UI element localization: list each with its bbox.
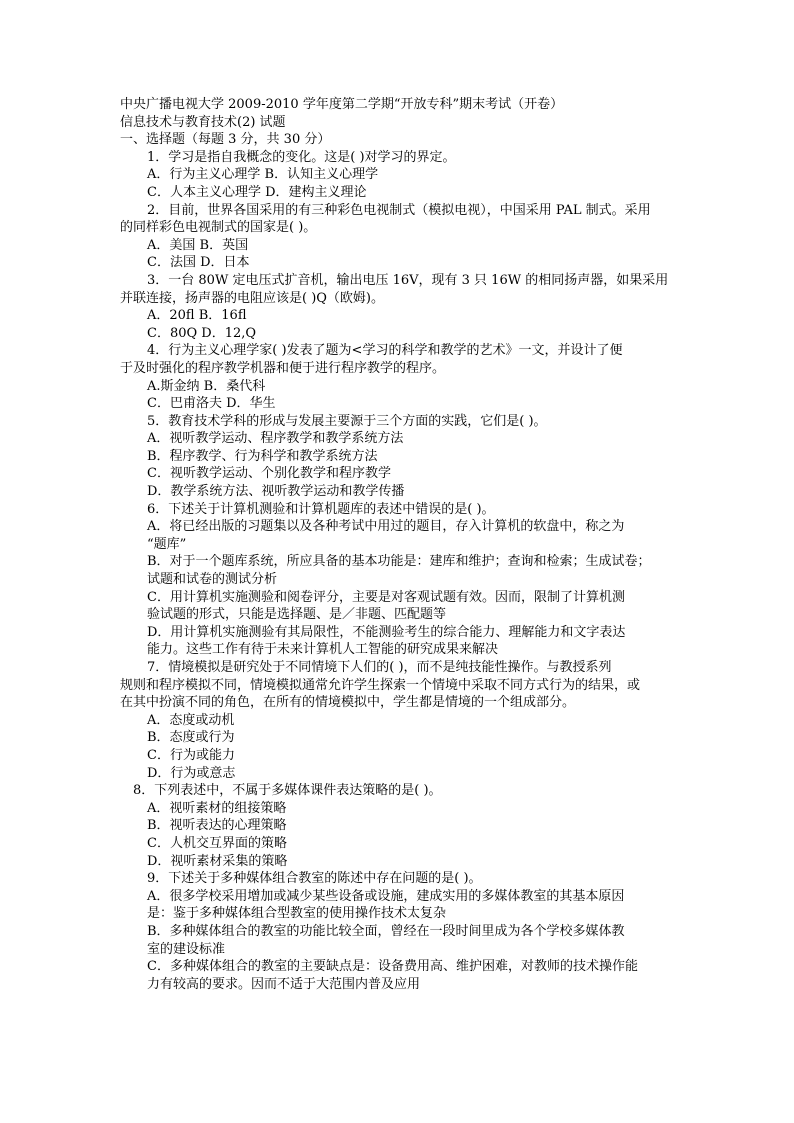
question-7-stem: 在其中扮演不同的角色，在所有的情境模拟中，学生都是情境的一个组成部分。: [120, 695, 576, 711]
question-9-option-b: 室的建设标准: [147, 941, 226, 957]
question-2-options-ab: A．美国 B．英国: [147, 237, 249, 253]
question-1-options-cd: C．人本主义心理学 D．建构主义理论: [147, 184, 367, 200]
question-5-option-d: D．教学系统方法、视听教学运动和教学传播: [147, 484, 405, 500]
question-7-stem: 规则和程序模拟不同，情境模拟通常允许学生探索一个情境中采取不同方式行为的结果，或: [120, 677, 641, 693]
question-9-option-a: A．很多学校采用增加或减少某些设备或设施，建成实用的多媒体教室的其基本原因: [147, 888, 625, 904]
question-9-option-b: B．多种媒体组合的教室的功能比较全面，曾经在一段时间里成为各个学校多媒体教: [147, 923, 625, 939]
question-4-options-ab: A.斯金纳 B．桑代科: [147, 378, 266, 394]
question-3-stem: 3．一台 80W 定电压式扩音机，输出电压 16V，现有 3 只 16W 的相同扬声器，如果采用: [147, 272, 669, 288]
question-2-stem: 2．目前，世界各国采用的有三种彩色电视制式（模拟电视），中国采用 PAL 制式。采用: [147, 202, 651, 218]
question-6-option-a: A．将已经出版的习题集以及各种考试中用过的题目，存入计算机的软盘中，称之为: [147, 519, 625, 535]
question-4-stem: 4．行为主义心理学家( )发表了题为<学习的科学和教学的艺术》一文，并设计了便: [147, 343, 623, 359]
question-6-option-b: B．对于一个题库系统，所应具备的基本功能是：建库和维护；查询和检索；生成试卷；: [147, 554, 651, 570]
exam-title: 中央广播电视大学 2009-2010 学年度第二学期“开放专科”期末考试（开卷）: [120, 97, 564, 112]
question-5-option-b: B．程序教学、行为科学和教学系统方法: [147, 448, 378, 464]
question-7-option-d: D．行为或意志: [147, 765, 236, 781]
question-6-stem: 6．下述关于计算机测验和计算机题库的表述中错误的是( )。: [147, 501, 495, 517]
exam-text: [0, 96, 794, 993]
question-6-option-d: 能力。这些工作有待于未来计算机人工智能的研究成果来解决: [147, 642, 499, 658]
question-1-options-ab: A．行为主义心理学 B．认知主义心理学: [147, 167, 379, 183]
question-6-option-a: “题库”: [147, 536, 187, 552]
question-7-option-a: A．态度或动机: [147, 712, 235, 728]
question-9-option-a: 是：鉴于多种媒体组合型教室的使用操作技术太复杂: [147, 906, 447, 922]
question-3-options-ab: A．20fl B．16fl: [147, 308, 247, 324]
question-9-stem: 9．下述关于多种媒体组合教室的陈述中存在问题的是( )。: [147, 871, 482, 887]
question-4-stem: 于及时强化的程序教学机器和便于进行程序教学的程序。: [120, 360, 446, 376]
question-4-options-cd: C．巴甫洛夫 D．华生: [147, 396, 276, 412]
question-3-stem: 并联连接，扬声器的电阻应该是( )Q（欧姆)。: [120, 290, 385, 306]
question-2-options-cd: C．法国 D．日本: [147, 255, 250, 271]
question-6-option-c: 验试题的形式，只能是选择题、是／非题、匹配题等: [147, 607, 447, 623]
question-8-option-d: D．视听素材采集的策略: [147, 853, 288, 869]
question-2-stem: 的同样彩色电视制式的国家是( )。: [120, 220, 317, 236]
question-7-stem: 7．情境模拟是研究处于不同情境下人们的( )，而不是纯技能性操作。与教授系列: [147, 660, 612, 675]
question-9-option-c: C．多种媒体组合的教室的主要缺点是：设备费用高、维护困难，对教师的技术操作能: [147, 959, 638, 975]
question-6-option-d: D．用计算机实施测验有其局限性，不能测验考生的综合能力、理解能力和文字表达: [147, 624, 626, 640]
question-7-option-b: B．态度或行为: [147, 730, 235, 746]
question-1-stem: 1．学习是指自我概念的变化。这是( )对学习的界定。: [147, 149, 456, 165]
question-5-stem: 5．教育技术学科的形成与发展主要源于三个方面的实践，它们是( )。: [147, 413, 547, 429]
question-6-option-b: 试题和试卷的测试分析: [147, 572, 278, 588]
question-3-options-cd: C．80Q D．12,Q: [147, 325, 257, 341]
course-title: 信息技术与教育技术(2) 试题: [120, 114, 286, 130]
question-5-option-c: C．视听教学运动、个别化教学和程序教学: [147, 466, 391, 482]
question-8-option-a: A．视听素材的组接策略: [147, 800, 287, 816]
question-8-option-c: C．人机交互界面的策略: [147, 835, 287, 851]
question-5-option-a: A．视听教学运动、程序教学和教学系统方法: [147, 431, 404, 447]
question-8-stem: 8．下列表述中，不属于多媒体课件表达策略的是( )。: [133, 783, 442, 799]
question-6-option-c: C．用计算机实施测验和阅卷评分，主要是对客观试题有效。因而，限制了计算机测: [147, 589, 625, 605]
question-9-option-c: 力有较高的要求。因而不适于大范围内普及应用: [147, 976, 421, 992]
section-title: 一、选择题（每题 3 分，共 30 分）: [120, 132, 331, 148]
question-7-option-c: C．行为或能力: [147, 747, 235, 763]
question-8-option-b: B．视听表达的心理策略: [147, 818, 287, 834]
